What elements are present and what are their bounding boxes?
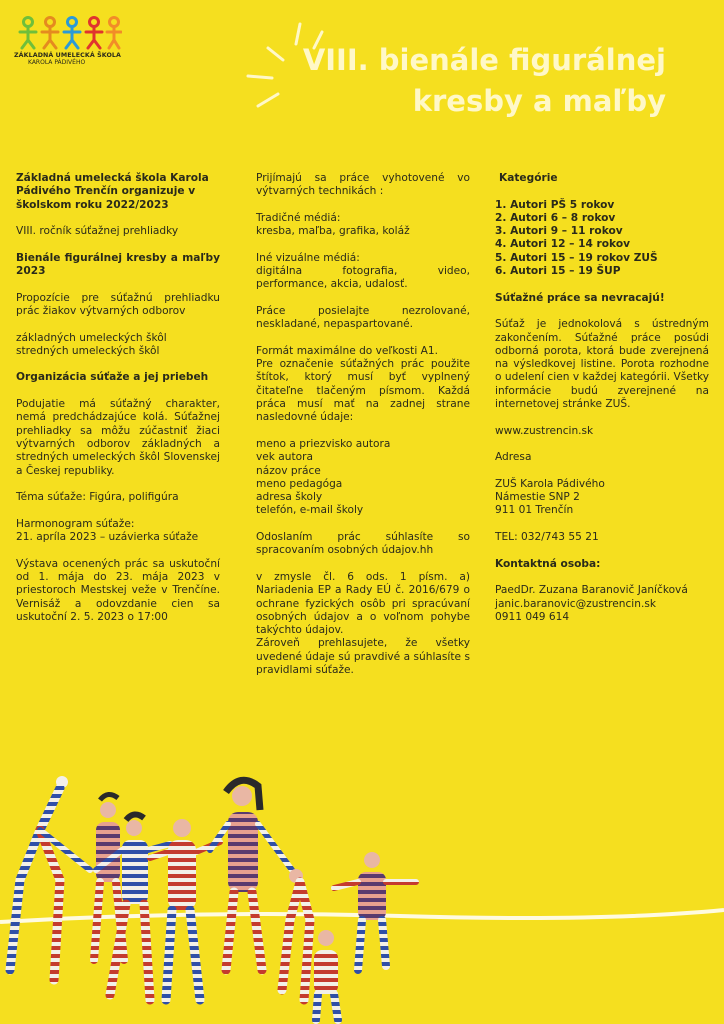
category-item: 4. Autori 12 – 14 rokov: [495, 238, 631, 251]
category-item: 2. Autori 6 – 8 rokov: [495, 211, 616, 224]
school-logo: [14, 16, 124, 66]
label-text: Pre označenie súťažných prác použite štítok, ktorý musí byť vyplnený čitateľne tlačeným písmom. Každá práca musí mať na zadnej strane nasledovné údaje:: [256, 358, 470, 424]
field-item: vek autora: [256, 451, 313, 464]
edition-text: VIII. ročník súťažnej prehliadky: [16, 225, 179, 238]
category-item: 1. Autori PŠ 5 rokov: [495, 198, 615, 211]
intro-text: Základná umelecká škola Karola Pádivého Trenčín organizuje v školskom roku 2022/2023: [16, 172, 209, 211]
categories-list: [495, 199, 709, 279]
traditional-block: [256, 212, 470, 239]
exhibition-text: Výstava ocenených prác sa uskutoční od 1. mája do 23. mája 2023 v priestoroch Mestskej veže v Trenčíne. Vernisáž a odovzdanie cien sa uskutoční 2. 5. 2023 o 17:00: [16, 557, 220, 623]
field-item: meno pedagóga: [256, 477, 343, 490]
title-line2: kresby a maľby: [412, 84, 666, 118]
address-block: [495, 478, 709, 518]
schools-text: základných umeleckých škôl stredných umeleckých škôl: [16, 331, 167, 357]
logo-line2: KAROLA PÁDIVÉHO: [28, 59, 86, 66]
website-link[interactable]: www.zustrencin.sk: [495, 424, 594, 437]
contact-block: [495, 584, 709, 624]
contact-phone: 0911 049 614: [495, 610, 570, 623]
column-right: [495, 172, 709, 637]
logo-figures-icon: [16, 16, 124, 50]
organization-heading: Organizácia súťaže a jej priebeh: [16, 371, 209, 384]
required-fields-list: [256, 438, 470, 518]
figure-6: [282, 869, 310, 1000]
address-line: Námestie SNP 2: [495, 491, 580, 504]
rounds-text: Súťaž je jednokolová s ústredným zakončením. Súťažné práce posúdi odborná porota, ktorá bude zverejnená na výsledkovej listine. Porota rozhodne o udelení cien v každej kategórii. Všetky informácie budú zverejnené na internetovej stránke ZUŠ.: [495, 318, 709, 411]
gdpr-declaration-text: Zároveň prehlasujete, že všetky uvedené údaje sú pravdivé a súhlasíte s pravidlami súťaže.: [256, 637, 470, 676]
traditional-label: Tradičné médiá:: [256, 211, 341, 224]
title-line1: VIII. bienále figurálnej: [302, 43, 666, 77]
other-media-label: Iné vizuálne médiá:: [256, 251, 360, 264]
contact-name: PaedDr. Zuzana Baranovič Janíčková: [495, 584, 688, 597]
contact-email[interactable]: janic.baranovic@zustrencin.sk: [495, 597, 656, 610]
poster-title: [303, 40, 666, 122]
gdpr-regulation-text: v zmysle čl. 6 ods. 1 písm. a) Nariadenia EP a Rady EÚ č. 2016/679 o ochrane fyzických osôb pri spracúvaní osobných údajov a o voľnom pohybe takýchto údajov.: [256, 570, 470, 637]
category-item: 6. Autori 15 – 19 ŠUP: [495, 265, 621, 278]
address-line: 911 01 Trenčín: [495, 504, 574, 517]
address-label: Adresa: [495, 451, 532, 464]
address-line: ZUŠ Karola Pádivého: [495, 477, 605, 490]
dancing-figures-illustration: [0, 770, 724, 1024]
field-item: telefón, e-mail školy: [256, 504, 364, 517]
label-block: [256, 345, 470, 425]
propositions-text: Propozície pre súťažnú prehliadku prác žiakov výtvarných odborov: [16, 291, 220, 317]
theme-text: Téma súťaže: Figúra, polifigúra: [16, 491, 179, 504]
field-item: názov práce: [256, 464, 321, 477]
gdpr-block: [256, 571, 470, 677]
other-media-block: [256, 252, 470, 292]
no-return-notice: Súťažné práce sa nevracajú!: [495, 291, 665, 304]
other-media-text: digitálna fotografia, video, performance, akcia, udalosť.: [256, 265, 470, 291]
schedule-text: 21. apríla 2023 – uzávierka súťaže: [16, 531, 199, 544]
category-item: 3. Autori 9 – 11 rokov: [495, 225, 623, 238]
accept-text: Prijímajú sa práce vyhotovené vo výtvarných technikách :: [256, 172, 470, 198]
format-text: Formát maximálne do veľkosti A1.: [256, 344, 438, 357]
figure-1: [10, 776, 90, 980]
figure-5: [210, 780, 292, 970]
contact-heading: Kontaktná osoba:: [495, 557, 601, 570]
column-middle: [256, 172, 470, 691]
field-item: meno a priezvisko autora: [256, 437, 391, 450]
figure-8: [334, 852, 416, 970]
phone-text: TEL: 032/743 55 21: [495, 531, 599, 544]
organization-text: Podujatie má súťažný charakter, nemá predchádzajúce kolá. Súťažnej prehliadky sa môžu zúčastniť žiaci výtvarných odborov základných a stredných umeleckých škôl Slovenskej a Českej republiky.: [16, 398, 220, 477]
column-left: [16, 172, 220, 637]
category-item: 5. Autori 15 – 19 rokov ZUŠ: [495, 251, 658, 264]
logo-line1: ZÁKLADNÁ UMELECKÁ ŠKOLA: [14, 52, 121, 59]
send-text: Práce posielajte nezrolované, neskladané, nepaspartované.: [256, 304, 470, 331]
schedule-block: [16, 518, 220, 545]
logo-figures-graphic: [16, 16, 122, 50]
categories-heading: Kategórie: [499, 172, 558, 184]
gdpr-consent-text: Odoslaním prác súhlasíte so spracovaním osobných údajov.hh: [256, 531, 470, 557]
traditional-text: kresba, maľba, grafika, koláž: [256, 225, 410, 238]
field-item: adresa školy: [256, 491, 323, 504]
schedule-label: Harmonogram súťaže:: [16, 517, 135, 530]
figure-7: [314, 930, 338, 1020]
competition-name: Bienále figurálnej kresby a maľby 2023: [16, 251, 220, 278]
